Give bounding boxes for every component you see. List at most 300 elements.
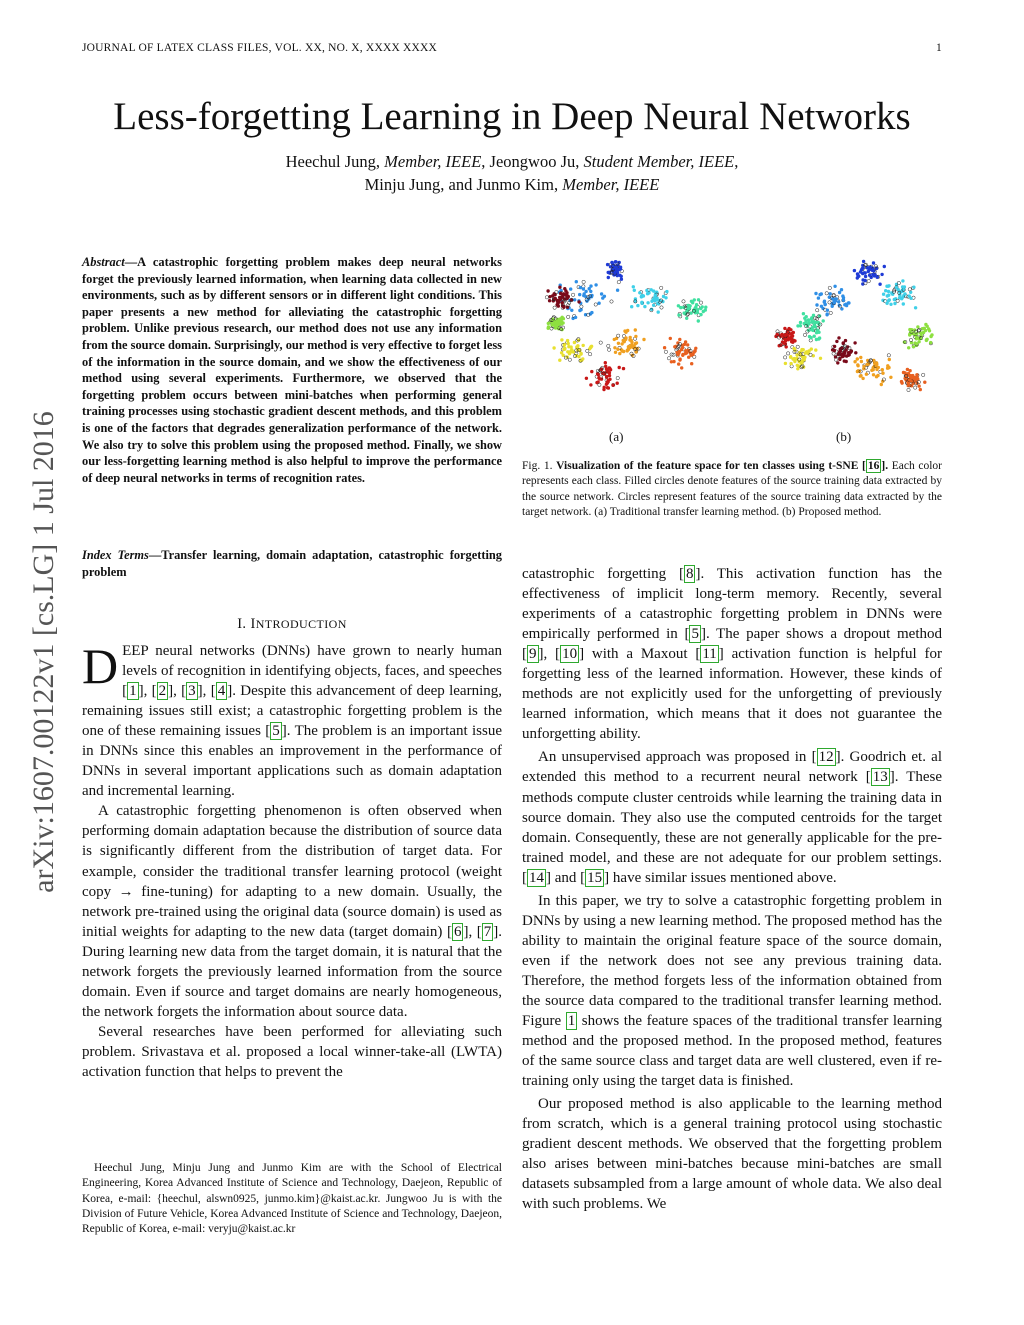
scatter-point <box>642 338 645 341</box>
scatter-point <box>613 266 616 269</box>
scatter-point <box>912 286 915 289</box>
scatter-point <box>607 344 610 347</box>
paragraph: An unsupervised approach was proposed in [ 12 ]. Goodrich et. al extended this method to a recurrent neural network [ 13 ]. These methods compute cluster centroids while learning the training data in source domain. They also use the computed centroids for the target domain. Consequently, these are not generally applicable for the pre-trained model, and these are not adequate for our problem settings. [ 14 ] and [ 15 ] have similar issues mentioned above. <box>522 749 943 886</box>
author-role: Member, IEEE <box>562 175 660 194</box>
scatter-point <box>831 305 834 308</box>
author-text: , Jeongwoo Ju, <box>481 152 584 171</box>
scatter-point <box>895 286 898 289</box>
scatter-point <box>862 365 865 368</box>
scatter-point <box>802 357 805 360</box>
scatter-point <box>880 383 883 386</box>
scatter-point <box>912 345 915 348</box>
scatter-point <box>887 290 890 293</box>
scatter-point <box>570 309 573 312</box>
scatter-point <box>548 299 551 302</box>
scatter-point <box>697 319 700 322</box>
scatter-point <box>588 353 591 356</box>
scatter-point <box>837 300 840 303</box>
scatter-point <box>800 361 803 364</box>
scatter-point <box>925 339 928 342</box>
scatter-point <box>580 305 583 308</box>
scatter-point <box>908 328 911 331</box>
text: . This activation function has the effectiveness of implicit long-term memory. Recently, several experiments of a catastrophic forgetting problem in DNNs were empirically performed in <box>522 566 942 643</box>
scatter-point <box>694 347 697 350</box>
scatter-point <box>554 297 557 300</box>
scatter-point <box>613 346 616 349</box>
scatter-point <box>619 266 622 269</box>
scatter-point <box>558 286 561 289</box>
scatter-point <box>825 313 828 316</box>
scatter-point <box>922 373 925 376</box>
scatter-point <box>814 292 817 295</box>
scatter-point <box>792 347 795 350</box>
abstract-label: Abstract <box>82 255 125 269</box>
scatter-point <box>833 349 836 352</box>
scatter-point <box>914 386 917 389</box>
scatter-point <box>599 341 602 344</box>
scatter-point <box>622 350 625 353</box>
scatter-point <box>570 350 573 353</box>
scatter-point <box>870 369 873 372</box>
scatter-point <box>787 337 790 340</box>
scatter-point <box>567 315 570 318</box>
scatter-point <box>603 386 606 389</box>
scatter-point <box>695 303 698 306</box>
author-text: Heechul Jung, <box>285 152 385 171</box>
scatter-point <box>606 386 609 389</box>
scatter-point <box>632 285 635 288</box>
scatter-point <box>859 356 862 359</box>
text: An unsupervised approach was proposed in <box>538 749 812 766</box>
scatter-point <box>582 287 585 290</box>
scatter-point <box>652 298 655 301</box>
scatter-point <box>812 314 815 317</box>
scatter-point <box>841 294 844 297</box>
scatter-point <box>624 331 627 334</box>
citation-link[interactable]: 13 <box>872 769 888 786</box>
scatter-point <box>620 275 623 278</box>
scatter-point <box>652 304 655 307</box>
scatter-point <box>660 306 663 309</box>
scatter-point <box>822 319 825 322</box>
citation-link[interactable]: 8 <box>685 566 694 582</box>
citation-link[interactable]: 5 <box>691 626 699 643</box>
scatter-point <box>691 353 694 356</box>
scatter-point <box>864 275 867 278</box>
scatter-point <box>607 348 610 351</box>
scatter-point <box>683 311 686 314</box>
scatter-point <box>839 350 842 353</box>
scatter-point <box>558 296 561 299</box>
scatter-point <box>693 298 696 301</box>
paragraph: DEEP neural networks (DNNs) have grown to nearly human levels of recognition in identifying objects, faces, and speeches [ 1 ], [ 2 ], [ 3 ], [ 4 ]. Despite this advancement of deep learning, remaining issues still exist; a catastrophic forgetting problem is the one of these remaining issues [ 5 ]. The problem is an important issue in DNNs since this enables an improvement in the performance of DNNs in several important applications such as domain adaptation and incremental learning. <box>82 638 502 800</box>
scatter-point <box>929 341 932 344</box>
scatter-point <box>697 298 700 301</box>
scatter-point <box>573 298 576 301</box>
scatter-point <box>834 355 837 358</box>
scatter-point <box>614 351 617 354</box>
scatter-point <box>566 306 569 309</box>
scatter-point <box>783 356 786 359</box>
scatter-point <box>579 352 582 355</box>
text: . Despite this advancement of deep learning, remaining issues still exist; a catastrophic forgetting problem is the one of these remaining issues <box>82 683 502 740</box>
scatter-point <box>878 283 881 286</box>
scatter-point <box>608 371 611 374</box>
citation-link[interactable]: 15 <box>587 869 603 886</box>
paragraph <box>522 891 942 1091</box>
scatter-point <box>657 310 660 313</box>
scatter-point <box>818 293 821 296</box>
scatter-point <box>778 344 781 347</box>
citation-link[interactable]: 4 <box>217 683 226 700</box>
text: In this paper, we try to solve a catastrophic forgetting problem in DNNs by using a new learning method. The proposed method has the ability to maintain the original feature space of the source domain, even if the network does not see any previous training data. Therefore, the method forgets less of the information obtained from the source data compared to the traditional transfer learning method. Figure <box>522 892 942 1030</box>
scatter-point <box>664 296 667 299</box>
scatter-point <box>838 291 841 294</box>
scatter-point <box>904 376 907 379</box>
scatter-point <box>867 279 870 282</box>
citation-link[interactable]: 11 <box>702 646 717 663</box>
author-text: Minju Jung, and Junmo Kim, <box>364 175 563 194</box>
scatter-point <box>685 317 688 320</box>
scatter-point <box>629 336 632 339</box>
scatter-point <box>838 358 841 361</box>
scatter-point <box>545 296 548 299</box>
abstract-text: —A catastrophic forgetting problem makes deep neural networks forget the previously learned information, when learning data collected in new environments, such as by different sensors or in different light conditions. This paper presents a new method for alleviating the catastrophic forgetting problem. Unlike previous research, our method does not use any information from the source domain. Surprisingly, our method is very effective to forget less of the information in the source domain, and we show the effectiveness of our method using several experiments. Furthermore, we observed that the forgetting problem occurs between mini-batches when performing general training processes using stochastic gradient descent methods, and this problem is one of the factors that degrades generalization performance of the network. We also try to solve this problem using the proposed method. Finally, we show our less-forgetting learning method is also helpful to improve the performance of deep neural networks in terms of recognition rates. <box>82 255 502 485</box>
footnote <box>82 1161 502 1237</box>
scatter-point <box>828 301 831 304</box>
text: have similar issues mentioned above. <box>609 869 837 886</box>
scatter-point <box>825 292 828 295</box>
scatter-point <box>922 331 925 334</box>
scatter-point <box>903 285 906 288</box>
scatter-point <box>578 293 581 296</box>
scatter-point <box>885 302 888 305</box>
scatter-point <box>652 289 655 292</box>
citation-link[interactable]: 9 <box>529 646 537 663</box>
scatter-point <box>814 348 817 351</box>
scatter-point <box>683 343 686 346</box>
scatter-point <box>585 377 588 380</box>
scatter-point <box>690 362 693 365</box>
scatter-point <box>664 350 667 353</box>
section-rest: NTRODUCTION <box>255 617 347 631</box>
scatter-point <box>810 318 813 321</box>
scatter-point <box>789 362 792 365</box>
scatter-point <box>618 352 621 355</box>
scatter-point <box>789 328 792 331</box>
scatter-point <box>597 373 600 376</box>
scatter-point <box>633 289 636 292</box>
scatter-point <box>784 338 787 341</box>
scatter-point <box>646 301 649 304</box>
scatter-point <box>577 300 580 303</box>
scatter-point <box>888 298 891 301</box>
scatter-point <box>896 299 899 302</box>
scatter-point <box>574 316 577 319</box>
scatter-point <box>857 275 860 278</box>
scatter-point <box>840 354 843 357</box>
scatter-point <box>862 260 865 263</box>
scatter-point <box>567 295 570 298</box>
scatter-point <box>628 346 631 349</box>
scatter-point <box>559 292 562 295</box>
paper-title: Less-forgetting Learning in Deep Neural Networks <box>113 95 911 138</box>
scatter-point <box>796 367 799 370</box>
scatter-point <box>571 293 574 296</box>
scatter-point <box>804 351 807 354</box>
scatter-point <box>669 337 672 340</box>
scatter-point <box>884 289 887 292</box>
scatter-point <box>586 349 589 352</box>
caption-bold: Visualization of the feature space for ten classes using t-SNE <box>556 460 863 472</box>
scatter-point <box>893 302 896 305</box>
scatter-point <box>844 339 847 342</box>
text: with a Maxout <box>584 646 696 663</box>
citation-link[interactable]: 16 <box>867 460 880 472</box>
scatter-point <box>673 345 676 348</box>
text: activation function is helpful for forgetting less of the learned information. However, these kinds of methods are not explicitly used for the unforgetting of previously learned information, which means that it does not guarantee the unforgetting ability. <box>522 646 942 743</box>
scatter-point <box>667 357 670 360</box>
scatter-point <box>893 298 896 301</box>
text: Our proposed method is also applicable to the learning method from scratch, which is a general training protocol using stochastic gradient descent methods. We observed that the forgetting problem also arises between mini-batches because mini-batches are small datasets subsampled from a large amount of whole data. We also deal with such problems. We <box>522 1096 942 1213</box>
scatter-point <box>853 360 856 363</box>
scatter-point <box>622 367 625 370</box>
scatter-point <box>818 336 821 339</box>
text: . Goodrich et. al extended this method to a recurrent neural network <box>522 749 942 786</box>
scatter-point <box>688 304 691 307</box>
scatter-point <box>680 348 683 351</box>
citation-link[interactable]: 14 <box>529 869 544 886</box>
scatter-point <box>816 309 819 312</box>
scatter-point <box>582 280 585 283</box>
scatter-point <box>872 269 875 272</box>
scatter-point <box>919 388 922 391</box>
scatter-point <box>926 325 929 328</box>
scatter-point <box>908 294 911 297</box>
scatter-point <box>853 341 856 344</box>
scatter-point <box>594 303 597 306</box>
footnote-text: Heechul Jung, Minju Jung and Junmo Kim are with the School of Electrical Engineering, Korea Advanced Institute of Science and Technology, Daejeon, Republic of Korea, e-mail: {heechul, alswn0925, junmo.kim}@kaist.ac.kr. Jungwoo Ju is with the Division of Future Vehicle, Korea Advanced Institute of Science and Technology, Daejeon, Republic of Korea, e-mail: veryju@kaist.ac.kr <box>82 1162 502 1236</box>
scatter-point <box>567 342 570 345</box>
scatter-point <box>836 361 839 364</box>
scatter-point <box>598 377 601 380</box>
paragraph <box>82 1022 502 1082</box>
scatter-point <box>860 360 863 363</box>
caption-prefix: Fig. 1. <box>522 460 557 472</box>
scatter-point <box>701 305 704 308</box>
figure-link[interactable]: 1 <box>567 1013 576 1030</box>
scatter-point <box>552 346 555 349</box>
scatter-point <box>547 325 550 328</box>
citation-link[interactable]: 5 <box>272 723 280 740</box>
section-heading-introduction <box>82 616 502 633</box>
scatter-point <box>857 369 860 372</box>
text: . The problem is an important issue in DNNs since this enables an improvement in the performance of DNNs in several important applications such as domain adaptation and incremental learning. <box>82 723 502 800</box>
scatter-point <box>608 367 611 370</box>
scatter-point <box>815 303 818 306</box>
scatter-point <box>856 357 859 360</box>
scatter-point <box>775 333 778 336</box>
scatter-point <box>594 283 597 286</box>
scatter-point <box>656 302 659 305</box>
scatter-point <box>678 338 681 341</box>
scatter-point <box>582 344 585 347</box>
scatter-point <box>630 305 633 308</box>
scatter-point <box>918 328 921 331</box>
scatter-point <box>809 336 812 339</box>
scatter-point <box>880 273 883 276</box>
figure-caption: Fig. 1. Visualization of the feature space for ten classes using t-SNE [ 16 ]. Each color represents each class. Filled circles denote features of the source training data extracted by the source network. Circles represent features of the source training data extracted by the target network. (a) Traditional transfer learning method. (b) Proposed method. <box>522 460 942 519</box>
text: A catastrophic forgetting phenomenon is often observed when performing domain adaptation because the distribution of source data is significantly different from the distribution of target data. For example, consider the traditional transfer learning protocol (weight copy → fine-tuning) for adapting to a new domain. Usually, the network pre-trained using the original data (source domain) is used as initial weights for adapting to the new data (target domain) <box>82 803 502 940</box>
scatter-point <box>582 294 585 297</box>
scatter-point <box>908 288 911 291</box>
scatter-point <box>617 334 620 337</box>
tsne-plot-proposed <box>772 258 942 408</box>
scatter-point <box>915 332 918 335</box>
scatter-point <box>807 349 810 352</box>
scatter-point <box>833 345 836 348</box>
caption-text: Each color represents each class. Filled circles denote features of the source training data extracted by the source network. Circles represent features of the source training data extracted by the target network. (a) Traditional transfer learning method. (b) Proposed method. <box>522 460 942 519</box>
scatter-point <box>555 290 558 293</box>
citation-link[interactable]: 2 <box>158 683 167 700</box>
section-number: I. <box>237 616 251 632</box>
scatter-point <box>876 276 879 279</box>
scatter-point <box>898 293 901 296</box>
scatter-point <box>854 351 857 354</box>
scatter-point <box>691 301 694 304</box>
citation-link[interactable]: 12 <box>818 749 834 766</box>
scatter-point <box>868 274 871 277</box>
scatter-point <box>842 299 845 302</box>
scatter-point <box>908 378 911 381</box>
scatter-point <box>597 302 600 305</box>
paragraph <box>522 1094 942 1214</box>
scatter-point <box>553 292 556 295</box>
scatter-point <box>889 376 892 379</box>
scatter-point <box>845 360 848 363</box>
text: Several researches have been performed for alleviating such problem. Srivastava et al. proposed a local winner-take-all (LWTA) activation function that helps to prevent the <box>82 1023 502 1080</box>
scatter-point <box>859 270 862 273</box>
scatter-point <box>864 279 867 282</box>
text: and <box>551 869 581 886</box>
scatter-point <box>704 306 707 309</box>
page-number: 1 <box>936 42 942 54</box>
scatter-point <box>807 318 810 321</box>
citation-link[interactable]: 1 <box>129 683 137 700</box>
scatter-point <box>562 317 565 320</box>
scatter-point <box>569 287 572 290</box>
scatter-point <box>605 375 608 378</box>
scatter-point <box>872 373 875 376</box>
scatter-point <box>634 335 637 338</box>
scatter-point <box>696 308 699 311</box>
scatter-point <box>817 296 820 299</box>
scatter-point <box>888 358 891 361</box>
scatter-point <box>864 271 867 274</box>
scatter-point <box>833 285 836 288</box>
scatter-point <box>865 363 868 366</box>
scatter-point <box>875 267 878 270</box>
index-terms-label: Index Terms <box>82 548 149 562</box>
scatter-point <box>871 273 874 276</box>
author-list <box>0 150 1024 196</box>
scatter-point <box>823 300 826 303</box>
scatter-point <box>561 321 564 324</box>
scatter-point <box>829 292 832 295</box>
scatter-point <box>634 328 637 331</box>
scatter-point <box>610 261 613 264</box>
scatter-point <box>646 292 649 295</box>
scatter-point <box>782 341 785 344</box>
scatter-point <box>861 377 864 380</box>
scatter-point <box>604 361 607 364</box>
scatter-point <box>576 344 579 347</box>
scatter-point <box>815 331 818 334</box>
scatter-point <box>813 335 816 338</box>
scatter-point <box>829 311 832 314</box>
scatter-point <box>840 288 843 291</box>
scatter-point <box>872 261 875 264</box>
scatter-point <box>638 291 641 294</box>
scatter-point <box>590 370 593 373</box>
scatter-point <box>805 315 808 318</box>
scatter-point <box>796 364 799 367</box>
text: EEP neural networks (DNNs) have grown to nearly human levels of recognition in identifying objects, faces, and speeches <box>122 643 502 680</box>
scatter-point <box>837 336 840 339</box>
scatter-point <box>826 309 829 312</box>
scatter-point <box>881 299 884 302</box>
scatter-point <box>616 376 619 379</box>
citation-link[interactable]: 6 <box>453 923 462 940</box>
citation-link[interactable]: 7 <box>483 923 492 940</box>
scatter-point <box>678 358 681 361</box>
scatter-point <box>881 368 884 371</box>
scatter-point <box>554 325 557 328</box>
scatter-point <box>590 294 593 297</box>
scatter-point <box>814 321 817 324</box>
scatter-point <box>562 306 565 309</box>
scatter-point <box>616 348 619 351</box>
scatter-point <box>687 356 690 359</box>
scatter-point <box>796 345 799 348</box>
scatter-point <box>608 374 611 377</box>
scatter-point <box>550 323 553 326</box>
scatter-point <box>643 305 646 308</box>
scatter-point <box>889 303 892 306</box>
scatter-point <box>795 357 798 360</box>
author-text: , <box>734 152 739 171</box>
scatter-point <box>883 265 886 268</box>
citation-link[interactable]: 10 <box>562 646 578 663</box>
scatter-point <box>569 345 572 348</box>
scatter-point <box>832 300 835 303</box>
citation-link[interactable]: 3 <box>188 683 196 700</box>
scatter-point <box>799 324 802 327</box>
scatter-point <box>610 300 613 303</box>
scatter-point <box>803 333 806 336</box>
scatter-point <box>677 362 680 365</box>
scatter-point <box>881 372 884 375</box>
scatter-point <box>663 346 666 349</box>
scatter-point <box>555 320 558 323</box>
scatter-point <box>677 313 680 316</box>
scatter-point <box>579 286 582 289</box>
scatter-point <box>636 304 639 307</box>
scatter-point <box>917 384 920 387</box>
scatter-point <box>810 320 813 323</box>
scatter-point <box>564 289 567 292</box>
scatter-point <box>887 354 890 357</box>
